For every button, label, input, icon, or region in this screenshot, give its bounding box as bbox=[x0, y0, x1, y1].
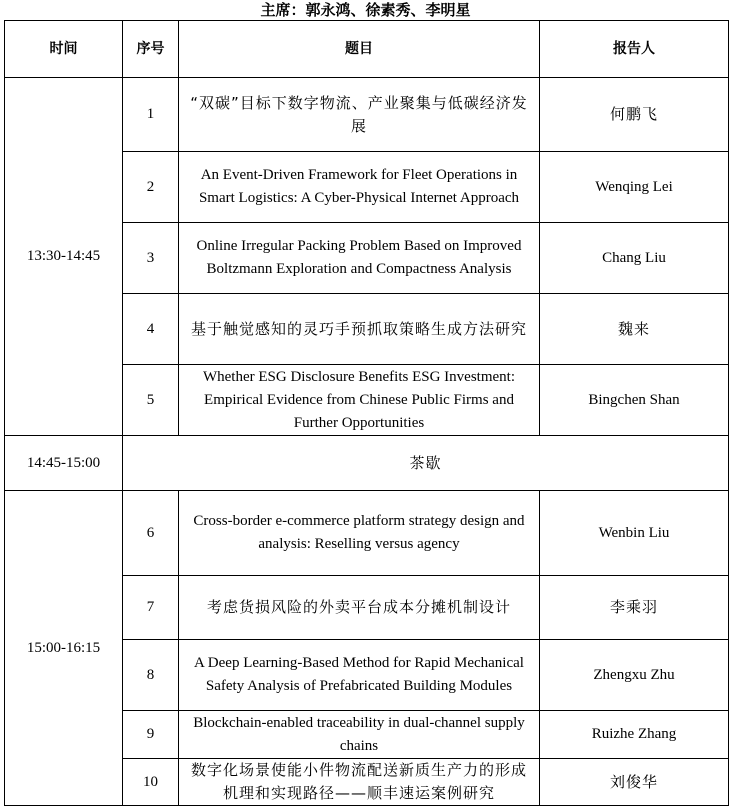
topic-cell: 数字化场景使能小件物流配送新质生产力的形成机理和实现路径——顺丰速运案例研究 bbox=[179, 759, 540, 806]
speaker-cell: Ruizhe Zhang bbox=[540, 711, 729, 759]
speaker-cell: 何鹏飞 bbox=[540, 78, 729, 152]
seq-cell: 7 bbox=[123, 576, 179, 640]
speaker-cell: 刘俊华 bbox=[540, 759, 729, 806]
seq-cell: 5 bbox=[123, 365, 179, 436]
header-seq: 序号 bbox=[123, 21, 179, 78]
speaker-cell: 魏来 bbox=[540, 294, 729, 365]
header-speaker: 报告人 bbox=[540, 21, 729, 78]
break-time: 14:45-15:00 bbox=[5, 436, 123, 491]
header-topic: 题目 bbox=[179, 21, 540, 78]
speaker-cell: Zhengxu Zhu bbox=[540, 640, 729, 711]
table-row bbox=[5, 491, 729, 576]
break-row bbox=[5, 436, 729, 491]
break-label: 茶歇 bbox=[123, 436, 729, 491]
seq-cell: 2 bbox=[123, 152, 179, 223]
topic-cell: 考虑货损风险的外卖平台成本分摊机制设计 bbox=[179, 576, 540, 640]
topic-cell: “双碳”目标下数字物流、产业聚集与低碳经济发展 bbox=[179, 78, 540, 152]
speaker-cell: Bingchen Shan bbox=[540, 365, 729, 436]
topic-cell: Cross-border e-commerce platform strategy design and analysis: Reselling versus agency bbox=[179, 491, 540, 576]
topic-cell: An Event-Driven Framework for Fleet Operations in Smart Logistics: A Cyber-Physical Internet Approach bbox=[179, 152, 540, 223]
seq-cell: 10 bbox=[123, 759, 179, 806]
speaker-cell: Wenqing Lei bbox=[540, 152, 729, 223]
seq-cell: 4 bbox=[123, 294, 179, 365]
topic-cell: Whether ESG Disclosure Benefits ESG Investment: Empirical Evidence from Chinese Public Firms and Further Opportunities bbox=[179, 365, 540, 436]
seq-cell: 6 bbox=[123, 491, 179, 576]
topic-cell: 基于触觉感知的灵巧手预抓取策略生成方法研究 bbox=[179, 294, 540, 365]
header-time: 时间 bbox=[5, 21, 123, 78]
chair-line: 主席：郭永鸿、徐素秀、李明星 bbox=[260, 1, 471, 19]
schedule-table bbox=[4, 20, 729, 806]
speaker-cell: Chang Liu bbox=[540, 223, 729, 294]
topic-cell: Online Irregular Packing Problem Based on Improved Boltzmann Exploration and Compactness Analysis bbox=[179, 223, 540, 294]
topic-cell: A Deep Learning-Based Method for Rapid Mechanical Safety Analysis of Prefabricated Building Modules bbox=[179, 640, 540, 711]
table-row bbox=[5, 78, 729, 152]
header-row bbox=[5, 21, 729, 78]
speaker-cell: 李乘羽 bbox=[540, 576, 729, 640]
session-time: 15:00-16:15 bbox=[5, 491, 123, 806]
speaker-cell: Wenbin Liu bbox=[540, 491, 729, 576]
session-time: 13:30-14:45 bbox=[5, 78, 123, 436]
seq-cell: 3 bbox=[123, 223, 179, 294]
seq-cell: 8 bbox=[123, 640, 179, 711]
seq-cell: 9 bbox=[123, 711, 179, 759]
seq-cell: 1 bbox=[123, 78, 179, 152]
topic-cell: Blockchain-enabled traceability in dual-channel supply chains bbox=[179, 711, 540, 759]
